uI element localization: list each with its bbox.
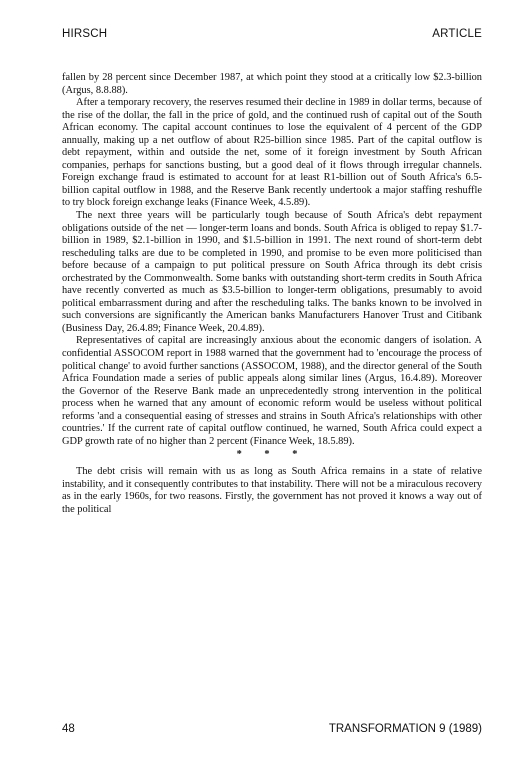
header-section: ARTICLE — [432, 28, 482, 40]
article-body — [62, 72, 482, 516]
journal-issue: TRANSFORMATION 9 (1989) — [328, 723, 482, 735]
paragraph-1: fallen by 28 percent since December 1987, at which point they stood at a critically low $2.3-billion (Argus, 8.8.88). — [62, 72, 482, 96]
header-author: HIRSCH — [62, 28, 108, 40]
paragraph-4: Representatives of capital are increasingly anxious about the economic dangers of isolation. A confidential ASSOCOM report in 1988 warned that the government had to 'encourage the process of political change' to avoid further sanctions (ASSOCOM, 1988), and the director general of the South Africa Foundation made a series of public appeals along similar lines (Argus, 16.4.89). Moreover the Governor of the Reserve Bank made an unprecedentedly strong intervention in the political process when he warned that any amount of economic reform would be useless without political reforms 'and a consequential easing of stresses and strains in South Africa's relationships with other countries.' If the current rate of capital outflow continued, he warned, South Africa could expect a GDP growth rate of no higher than 2 percent (Finance Week, 18.5.89). — [62, 335, 482, 447]
paragraph-5: The debt crisis will remain with us as long as South Africa remains in a state of relative instability, and it consequently contributes to that instability. There will not be a miraculous recovery as in the early 1960s, for two reasons. Firstly, the government has not proved it knows a way out of the political — [62, 465, 482, 515]
page-number: 48 — [62, 723, 75, 735]
section-separator: * * * — [236, 449, 308, 461]
paragraph-3: The next three years will be particularly tough because of South Africa's debt repayment obligations outside of the net — longer-term loans and bonds. South Africa is obliged to repay $1.7-billion in 1989, $2.1-billion in 1990, and $1.5-billion in 1991. The next round of short-term debt rescheduling talks are due to be completed in 1990, and promise to be even more politicised than before because of a campaign to put political pressure on South Africa through its debt crisis orchestrated by the Commonwealth. Some banks with outstanding short-term credits in South Africa have recently converted as much as $3.5-billion to longer-term obligations, presumably to avoid political embarrassment during and after the rescheduling talks. The banks known to be involved in such conversions are significantly the American banks Manufacturers Hanover Trust and Citibank (Business Day, 26.4.89; Finance Week, 20.4.89). — [62, 210, 482, 334]
paragraph-2: After a temporary recovery, the reserves resumed their decline in 1989 in dollar terms, because of the rise of the dollar, the fall in the price of gold, and the continued rush of capital out of the South African economy. The capital account continues to lose the equivalent of 4 percent of the GDP annually, making up a net outflow of about R25-billion since 1985. Part of the capital outflow is debt repayment, within and outside the net, some of it foreign investment by South African companies, perhaps for sanctions busting, but a good deal of it flows through irregular channels. Foreign exchange fraud is estimated to account for at least R1-billion out of South Africa's 6.5-billion capital outflow in 1988, and the Reserve Bank recently undertook a major staffing reshuffle to try block foreign exchange leaks (Finance Week, 4.5.89). — [62, 97, 482, 209]
